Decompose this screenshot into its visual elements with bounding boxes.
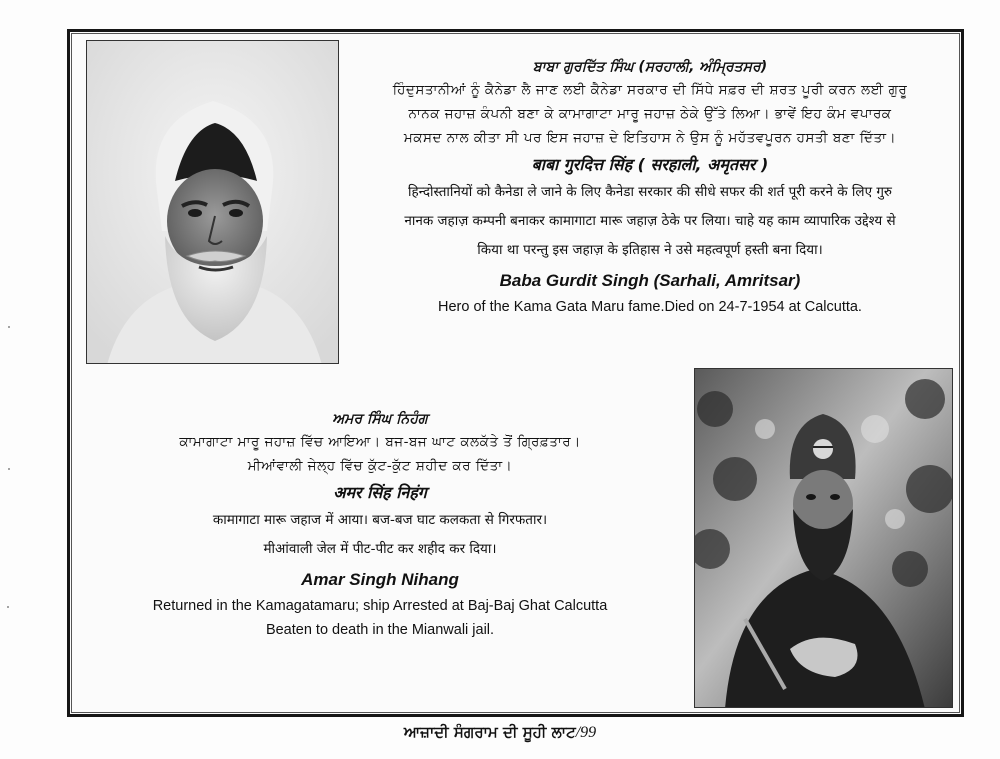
body-hindi-line: नानक जहाज़ कम्पनी बनाकर कामागाटा मारू जहाज़ ठेके पर लिया। चाहे यह काम व्यापारिक उद्देश्य से [404,213,896,229]
scan-speck [8,326,10,328]
heading-hindi: अमर सिंह निहंग [333,483,427,502]
body-punjabi-line: ਨਾਨਕ ਜਹਾਜ਼ ਕੰਪਨੀ ਬਣਾ ਕੇ ਕਾਮਾਗਾਟਾ ਮਾਰੂ ਜਹਾਜ਼ ਠੇਕੇ ਉੱਤੇ ਲਿਆ। ਭਾਵੇਂ ਇਹ ਕੰਮ ਵਪਾਰਕ [408,106,892,122]
heading-english: Baba Gurdit Singh (Sarhali, Amritsar) [499,271,801,290]
body-hindi-line: मीआंवाली जेल में पीट-पीट कर शहीद कर दिया। [263,541,497,557]
portrait-photo-baba-gurdit-singh [86,40,339,364]
heading-english: Amar Singh Nihang [301,570,459,589]
page-footer [300,720,700,745]
body-english-line: Returned in the Kamagatamaru; ship Arrested at Baj-Baj Ghat Calcutta [152,598,608,614]
scan-speck [7,606,9,608]
portrait-photo-amar-singh-nihang [694,368,953,708]
body-punjabi-line: ਹਿੰਦੁਸਤਾਨੀਆਂ ਨੂੰ ਕੈਨੇਡਾ ਲੈ ਜਾਣ ਲਈ ਕੈਨੇਡਾ ਸਰਕਾਰ ਦੀ ਸਿੱਧੇ ਸਫ਼ਰ ਦੀ ਸ਼ਰਤ ਪੂਰੀ ਕਰਨ ਲਈ ਗੁਰੂ [392,82,908,98]
body-hindi-line: किया था परन्तु इस जहाज़ के इतिहास ने उसे महत्वपूर्ण हस्ती बना दिया। [477,242,823,258]
page-number: /99 [575,724,597,741]
body-punjabi-line: ਕਾਮਾਗਾਟਾ ਮਾਰੂ ਜਹਾਜ਼ ਵਿੱਚ ਆਇਆ। ਬਜ-ਬਜ ਘਾਟ ਕਲਕੱਤੇ ਤੋਂ ਗ੍ਰਿਫ਼ਤਾਰ। [179,434,581,450]
body-punjabi-line: ਮਕਸਦ ਨਾਲ ਕੀਤਾ ਸੀ ਪਰ ਇਸ ਜਹਾਜ਼ ਦੇ ਇਤਿਹਾਸ ਨੇ ਉਸ ਨੂੰ ਮਹੱਤਵਪੂਰਨ ਹਸਤੀ ਬਣਾ ਦਿੱਤਾ। [403,130,897,146]
book-title: ਆਜ਼ਾਦੀ ਸੰਗਰਾਮ ਦੀ ਸੂਹੀ ਲਾਟ [403,723,576,741]
scan-speck [8,468,10,470]
biography-amar-singh-nihang [100,408,660,642]
body-hindi-line: हिन्दोस्तानियों को कैनेडा ले जाने के लिए कैनेडा सरकार की सीधे सफर की शर्त पूरी करने के लिए गुरु [407,184,892,200]
heading-punjabi: ਅਮਰ ਸਿੰਘ ਨਿਹੰਗ [332,411,428,427]
biography-baba-gurdit-singh [340,56,960,319]
body-english-line: Beaten to death in the Mianwali jail. [265,622,495,638]
heading-punjabi: ਬਾਬਾ ਗੁਰਦਿੱਤ ਸਿੰਘ (ਸਰਹਾਲੀ, ਅੰਮ੍ਰਿਤਸਰ) [532,59,768,75]
heading-hindi: बाबा गुरदित्त सिंह ( सरहाली, अमृतसर ) [531,155,769,174]
body-english-line: Hero of the Kama Gata Maru fame.Died on 24-7-1954 at Calcutta. [438,299,862,315]
body-hindi-line: कामागाटा मारू जहाज में आया। बज-बज घाट कलकता से गिरफतार। [212,512,548,528]
body-punjabi-line: ਮੀਆਂਵਾਲੀ ਜੇਲ੍ਹ ਵਿੱਚ ਕੁੱਟ-ਕੁੱਟ ਸ਼ਹੀਦ ਕਰ ਦਿੱਤਾ। [247,458,513,474]
